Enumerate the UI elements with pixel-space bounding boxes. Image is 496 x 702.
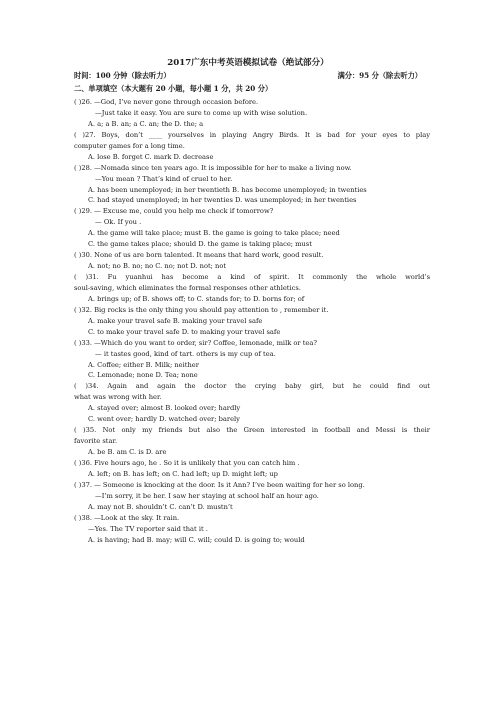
score-info: 满分：95 分（除去听力） (337, 71, 422, 80)
question-27-stem: ( )27. Boys, don’t ____ yourselves in playing Angry Birds. It is bad for your eyes to play (74, 130, 430, 139)
section-heading: 二、单项填空（本大题有 20 小题，每小题 1 分，共 20 分） (74, 84, 273, 93)
question-35-options: A. be B. am C. is D. are (88, 448, 167, 456)
time-info: 时间：100 分钟（除去听力） (74, 71, 171, 80)
question-38-options: A. is having; had B. may; will C. will; could D. is going to; would (88, 535, 305, 544)
question-29-line2: — Ok. If you . (95, 218, 142, 227)
question-35-line2: favorite star. (74, 437, 118, 446)
question-30-options: A. not; no B. no; no C. no; not D. not; not (88, 262, 227, 271)
question-32-stem: ( )32. Big rocks is the only thing you should pay attention to , remember it. (74, 305, 329, 314)
question-26-line2: —Just take it easy. You are sure to come up with wise solution. (95, 108, 308, 117)
question-28-options-ab: A. has been unemployed; in her twentieth B. has become unemployed; in twenties (88, 185, 367, 194)
question-27-line2: computer games for a long time. (74, 141, 185, 150)
question-33-stem: ( )33. —Which do you want to order, sir? Coffee, lemonade, milk or tea? (74, 338, 317, 347)
question-33-line2: — it tastes good, kind of tart. others is my cup of tea. (95, 349, 276, 358)
question-30-stem: ( )30. None of us are born talented. It means that hard work, good result. (74, 251, 324, 260)
question-37-stem: ( )37. — Someone is knocking at the door. Is it Ann? I’ve been waiting for her so long. (74, 480, 365, 489)
question-33-options-cd: C. Lemonade; none D. Tea; none (88, 371, 198, 380)
question-26-stem: ( )26. —God, I’ve never gone through occasion before. (74, 98, 259, 106)
question-34-options-cd: C. went over; hardly D. watched over; barely (88, 415, 240, 424)
exam-meta (74, 71, 422, 81)
question-37-options: A. may not B. shouldn’t C. can’t D. mustn’t (88, 502, 233, 511)
question-32-options-ab: A. make your travel safe B. making your travel safe (88, 316, 263, 325)
question-26-options: A. a; a B. an; a C. an; the D. the; a (88, 119, 204, 128)
question-31-line2: soul-saving, which eliminates the formal responses other athletics. (74, 283, 301, 292)
question-28-options-cd: C. had stayed unemployed; in her twenties D. was unemployed; in her twenties (88, 196, 357, 205)
question-34-line2: what was wrong with her. (74, 393, 162, 402)
exam-title: 2017广东中考英语模拟试卷（绝试部分） (167, 58, 329, 68)
question-31-options: A. brings up; of B. shows off; to C. stands for; to D. borns for; of (88, 294, 305, 303)
question-29-options-ab: A. the game will take place; must B. the game is going to take place; need (88, 229, 340, 238)
question-37-line2: —I’m sorry, it be her. I saw her staying at school half an hour ago. (95, 491, 319, 500)
question-36-options: A. left; on B. has left; on C. had left; up D. might left; up (88, 469, 278, 478)
question-34-stem: ( )34. Again and again the doctor the crying baby girl, but he could find out (74, 382, 430, 391)
question-33-options-ab: A. Coffee; either B. Milk; neither (88, 360, 199, 369)
question-36-stem: ( )36. Five hours ago, he . So it is unlikely that you can catch him . (74, 458, 300, 467)
question-28-line2: —You mean ? That’s kind of cruel to her. (95, 174, 233, 183)
question-38-line2: —Yes. The TV reporter said that it . (88, 524, 208, 533)
question-27-options: A. lose B. forget C. mark D. decrease (88, 152, 214, 161)
question-38-stem: ( )38. —Look at the sky. It rain. (74, 513, 180, 522)
question-31-stem: ( )31. Fu yuanhui has become a kind of spirit. It commonly the whole world’s (74, 273, 430, 281)
question-29-options-cd: C. the game takes place; should D. the game is taking place; must (88, 240, 312, 249)
question-35-stem: ( )35. Not only my friends but also the Green interested in football and Messi is their (74, 426, 430, 435)
question-32-options-cd: C. to make your travel safe D. to making your travel safe (88, 327, 281, 336)
question-list (74, 97, 430, 545)
question-28-stem: ( )28. —Nomada since ten years ago. It is impossible for her to make a living now. (74, 163, 352, 172)
question-29-stem: ( )29. — Excuse me, could you help me check if tomorrow? (74, 207, 274, 216)
question-34-options-ab: A. stayed over; almost B. looked over; hardly (88, 404, 241, 413)
